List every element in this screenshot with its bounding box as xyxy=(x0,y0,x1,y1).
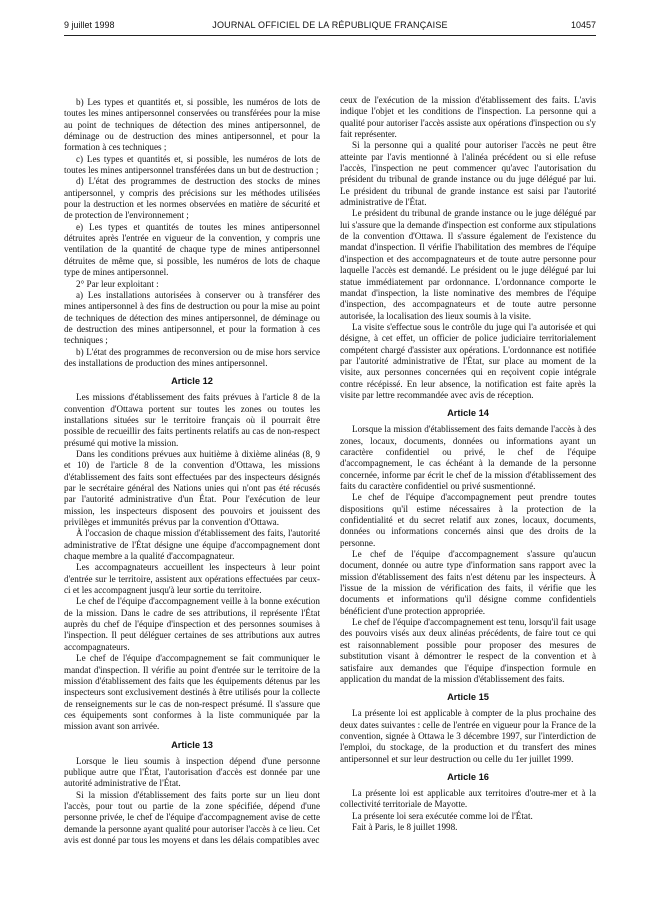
issue-date: 9 juillet 1998 xyxy=(64,20,115,30)
paragraph: Le chef de l'équipe d'accompagnement veille à la bonne exécution de la mission. Dans le cadre de ses attributions, il représente l'État auprès du chef de l'équipe d'inspection et des personnes soumises à l'inspection. Il peut déléguer certaines de ses attributions aux autres accompagnateurs. xyxy=(64,596,320,652)
paragraph: 2° Par leur exploitant : xyxy=(76,278,159,289)
paragraph: c) Les types et quantités et, si possible, les numéros de lots de toutes les mines antipersonnel transférées dans un but de destruction ; xyxy=(64,153,320,176)
paragraph: e) Les types et quantités de toutes les mines antipersonnel détruites après l'entrée en vigueur de la convention, y compris une ventilation de la quantité de chaque type de mines antipersonnel détruites de même que, si possible, les numéros de lots de chaque type de mines antipersonnel. xyxy=(64,221,320,278)
paragraph: Les accompagnateurs accueillent les inspecteurs à leur point d'entrée sur le territoire, assistent aux opérations effectuées par ceux-ci et les accompagnent jusqu'à leur sortie du territoire. xyxy=(64,562,320,596)
paragraph: Les missions d'établissement des faits prévues à l'article 8 de la convention d'Ottawa portent sur toutes les zones ou toutes les installations situées sur le territoire français où il pourrait être possible de recueillir des faits pertinents relatifs au cas de non-respect présumé qui motive la mission. xyxy=(64,392,320,448)
paragraph: À l'occasion de chaque mission d'établissement des faits, l'autorité administrative de l'État désigne une équipe d'accompagnement dont chaque membre a la qualité d'accompagnateur. xyxy=(64,528,320,562)
right-column xyxy=(340,95,596,833)
paragraph: La présente loi sera exécutée comme loi de l'État. xyxy=(352,810,533,821)
paragraph: Lorsque le lieu soumis à inspection dépend d'une personne publique autre que l'État, l'autorisation d'accès est donnée par une autorité administrative de l'État. xyxy=(64,755,320,789)
paragraph: Le président du tribunal de grande instance ou le juge délégué par lui s'assure que la demande d'inspection est conforme aux stipulations de la convention d'Ottawa. Il s'assure également de l'existence du mandat d'inspection. Il vérifie l'habilitation des membres de l'équipe d'inspection et des accompagnateurs et de toute autre personne pour laquelle l'accès est demandé. Le président ou le juge délégué par lui statue immédiatement par ordonnance. L'ordonnance comporte le mandat d'inspection, la liste nominative des membres de l'équipe d'inspection, des accompagnateurs et de toute autre personne autorisée, la localisation des lieux soumis à la visite. xyxy=(340,208,596,321)
paragraph: Le chef de l'équipe d'accompagnement se fait communiquer le mandat d'inspection. Il vérifie au point d'entrée sur le territoire de la mission d'établissement des faits que les équipements détenus par les inspecteurs sont exclusivement destinés à être utilisés pour la collecte de renseignements sur le cas de non-respect présumé. Il s'assure que ces équipements sont conformes à la liste communiquée par la mission avant son arrivée. xyxy=(64,653,320,732)
paragraph: b) L'état des programmes de reconversion ou de mise hors service des installations de production des mines antipersonnel. xyxy=(64,346,320,368)
paragraph: La visite s'effectue sous le contrôle du juge qui l'a autorisée et qui désigne, à cet effet, un officier de police judiciaire territorialement compétent chargé d'assister aux opérations. L'ordonnance est notifiée par l'autorité administrative de l'État, sur place au moment de la visite, aux personnes concernées qui en reçoivent copie intégrale contre récépissé. En leur absence, la notification est faite après la visite par lettre recommandée avec avis de réception. xyxy=(340,321,596,400)
article-heading: Article 12 xyxy=(171,376,213,387)
paragraph: Si la personne qui a qualité pour autoriser l'accès ne peut être atteinte par l'avis mentionné à l'alinéa précédent ou si elle refuse l'accès, l'inspection ne peut commencer qu'avec l'autorisation du président du tribunal de grande instance ou du juge délégué par lui. Le président du tribunal de grande instance est saisi par l'autorité administrative de l'État. xyxy=(340,140,596,208)
paragraph: Le chef de l'équipe d'accompagnement est tenu, lorsqu'il fait usage des pouvoirs visés aux deux alinéas précédents, de faire tout ce qui est raisonnablement possible pour proposer des mesures de substitution visant à démontrer le respect de la convention et à satisfaire aux demandes que l'équipe d'inspection formule en application du mandat de la mission d'établissement des faits. xyxy=(340,617,596,684)
paragraph: ceux de l'exécution de la mission d'établissement des faits. L'avis indique l'objet et les conditions de l'inspection. La personne qui a qualité pour autoriser l'accès assiste aux opérations d'inspection ou s'y fait représenter. xyxy=(340,95,596,140)
article-heading: Article 16 xyxy=(447,771,489,782)
paragraph: Lorsque la mission d'établissement des faits demande l'accès à des zones, locaux, documents, données ou informations ayant un caractère confidentiel ou privé, le chef de l'équipe d'accompagnement, le cas échéant à la demande de la personne concernée, informe par écrit le chef de la mission d'établissement des faits du caractère confidentiel ou privé susmentionné. xyxy=(340,424,596,491)
header-rule xyxy=(64,35,596,36)
paragraph: d) L'état des programmes de destruction des stocks de mines antipersonnel, y compris des précisions sur les méthodes utilisées pour la destruction et les normes observées en matière de sécurité et de protection de l'environnement ; xyxy=(64,176,320,221)
paragraph: a) Les installations autorisées à conserver ou à transférer des mines antipersonnel à des fins de destruction ou pour la mise au point de techniques de détection des mines antipersonnel, de déminage ou de destruction des mines antipersonnel, et pour la formation à ces techniques ; xyxy=(64,289,320,346)
paragraph: La présente loi est applicable aux territoires d'outre-mer et à la collectivité territoriale de Mayotte. xyxy=(340,787,596,810)
paragraph: Le chef de l'équipe d'accompagnement s'assure qu'aucun document, donnée ou autre type d'information sans rapport avec la mission d'établissement des faits n'est détenu par les inspecteurs. À l'issue de la mission de vérification des faits, il vérifie que les documents et informations qu'il désigne comme confidentiels bénéficient d'une protection appropriée. xyxy=(340,549,596,616)
paragraph: b) Les types et quantités et, si possible, les numéros de lots de toutes les mines antipersonnel conservées ou transférées pour la mise au point de techniques de détection des mines antipersonnel, de déminage ou de destruction des mines antipersonnel, et pour la formation à ces techniques ; xyxy=(64,97,320,153)
paragraph: Fait à Paris, le 8 juillet 1998. xyxy=(352,821,458,832)
paragraph: Dans les conditions prévues aux huitième à dixième alinéas (8, 9 et 10) de l'article 8 de la convention d'Ottawa, les missions d'établissement des faits sont effectuées par des inspecteurs désignés par le secrétaire général des Nations unies qui n'ont pas été récusés par l'autorité administrative d'un État. Pour l'exécution de leur mission, les inspecteurs disposent des pouvoirs et jouissent des privilèges et immunités prévus par la convention d'Ottawa. xyxy=(64,448,320,528)
paragraph: Si la mission d'établissement des faits porte sur un lieu dont l'accès, pour tout ou partie de la zone spécifiée, dépend d'une personne privée, le chef de l'équipe d'accompagnement avise de cette demande la personne ayant qualité pour autoriser l'accès à ce lieu. Cet avis est donné par tous les moyens et dans les délais compatibles avec xyxy=(64,789,320,845)
paragraph: La présente loi est applicable à compter de la plus prochaine des deux dates suivantes : celle de l'entrée en vigueur pour la France de la convention, signée à Ottawa le 3 décembre 1997, sur l'interdiction de l'emploi, du stockage, de la production et du transfert des mines antipersonnel et sur leur destruction ou celle du 1er juillet 1999. xyxy=(340,708,596,764)
paragraph: Le chef de l'équipe d'accompagnement peut prendre toutes dispositions qu'il estime nécessaires à la protection de la confidentialité et du secret relatif aux zones, locaux, documents, données ou informations concernés ainsi que des droits de la personne. xyxy=(340,492,596,548)
journal-title: JOURNAL OFFICIEL DE LA RÉPUBLIQUE FRANÇAISE xyxy=(212,20,448,30)
page-header xyxy=(64,20,596,34)
left-column xyxy=(64,97,320,846)
page-number: 10457 xyxy=(570,20,596,30)
article-heading: Article 13 xyxy=(171,739,213,750)
article-heading: Article 15 xyxy=(447,692,489,703)
article-heading: Article 14 xyxy=(447,408,489,419)
